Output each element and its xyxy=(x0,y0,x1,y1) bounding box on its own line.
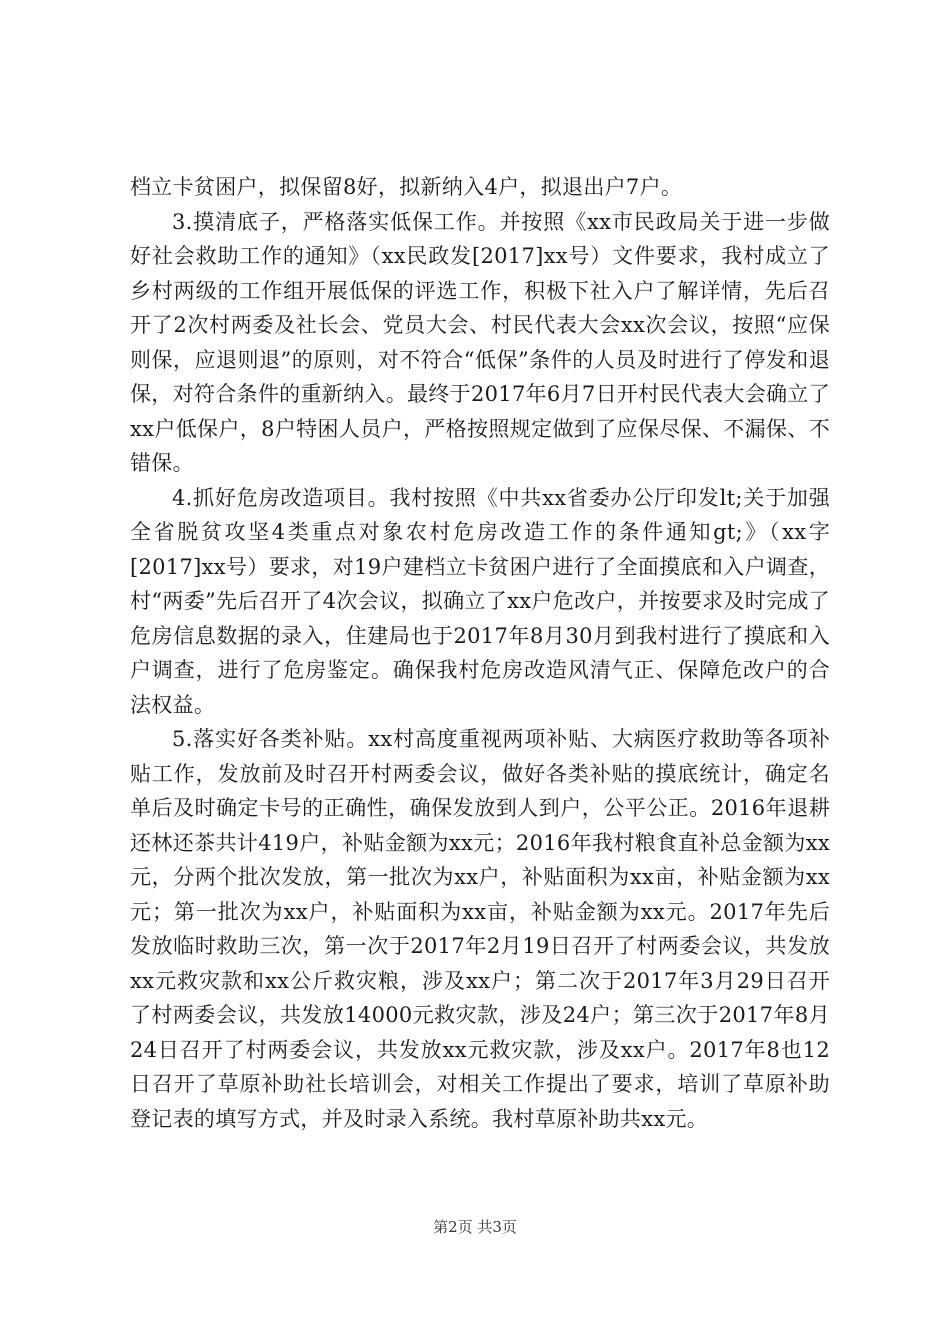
page-footer: 第2页 共3页 xyxy=(433,1218,517,1236)
paragraph-dilapidated-housing: 4.抓好危房改造项目。我村按照《中共xx省委办公厅印发lt;关于加强全省脱贫攻坚4类重点对象农村危房改造工作的条件通知gt;》（xx字[2017]xx号）要求，对19户建档立卡贫困户进行了全面摸底和入户调查，村“两委”先后召开了4次会议，拟确立了xx户危改户，并按要求及时完成了危房信息数据的录入，住建局也于2017年8月30月到我村进行了摸底和入户调查，进行了危房鉴定。确保我村危房改造风清气正、保障危改户的合法权益。 xyxy=(130,485,830,717)
paragraph-low-income-security: 3.摸清底子，严格落实低保工作。并按照《xx市民政局关于进一步做好社会救助工作的通知》（xx民政发[2017]xx号）文件要求，我村成立了乡村两级的工作组开展低保的评选工作，积极下社入户了解详情，先后召开了2次村两委及社长会、党员大会、村民代表大会xx次会议，按照“应保则保，应退则退”的原则，对不符合“低保”条件的人员及时进行了停发和退保，对符合条件的重新纳入。最终于2017年6月7日开村民代表大会确立了xx户低保户，8户特困人员户，严格按照规定做到了应保尽保、不漏保、不错保。 xyxy=(130,209,830,475)
paragraph-subsidies: 5.落实好各类补贴。xx村高度重视两项补贴、大病医疗救助等各项补贴工作，发放前及时召开村两委会议，做好各类补贴的摸底统计，确定名单后及时确定卡号的正确性，确保发放到人到户，公平公正。2016年退耕还林还茶共计419户，补贴金额为xx元；2016年我村粮食直补总金额为xx元，分两个批次发放，第一批次为xx户，补贴面积为xx亩，补贴金额为xx元；第一批次为xx户，补贴面积为xx亩，补贴金额为xx元。2017年先后发放临时救助三次，第一次于2017年2月19日召开了村两委会议，共发放xx元救灾款和xx公斤救灾粮，涉及xx户；第二次于2017年3月29日召开了村两委会议，共发放14000元救灾款，涉及24户；第三次于2017年8月24日召开了村两委会议，共发放xx元救灾款，涉及xx户。2017年8也12日召开了草原补助社长培训会，对相关工作提出了要求，培训了草原补助登记表的填写方式，并及时录入系统。我村草原补助共xx元。 xyxy=(130,727,830,1131)
paragraph-continuation: 档立卡贫困户，拟保留8好，拟新纳入4户，拟退出户7户。 xyxy=(130,175,683,199)
document-body xyxy=(130,170,830,1136)
